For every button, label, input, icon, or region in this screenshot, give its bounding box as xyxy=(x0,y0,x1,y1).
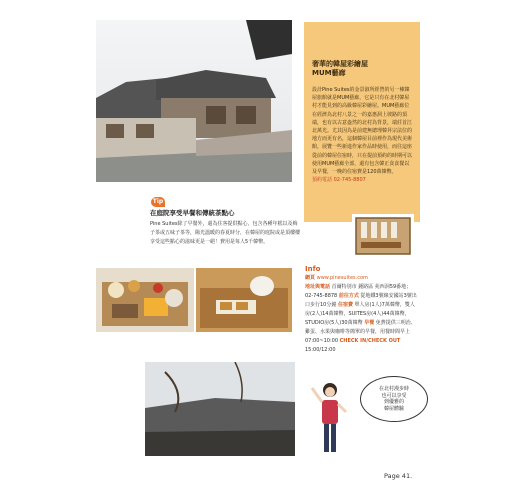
room-rate-label: 住宿費 xyxy=(337,302,353,308)
page-number: Page 41. xyxy=(384,472,413,480)
website-url: www.pinesuites.com xyxy=(316,275,368,281)
website-label: 網頁 xyxy=(305,275,316,281)
speech-bubble-text: 在北村漫步時 也可以享受 到優雅的 韓屋體驗 xyxy=(378,386,409,412)
tip-title: 在庭院享受早餐和傳統茶點心 xyxy=(150,209,235,217)
traditional-game-photo xyxy=(352,214,414,258)
tip-body: Pine Suites除了早餐外，還為住客提供點心，包含各種年糕以及梅子茶或五味子茶等，陽光溫暖的春夏時分，在韓屋的庭院或是頂樓樓享受這些點心的滋味更是一絕！費用是每人5千韓幣。 xyxy=(150,221,301,245)
directions-label: 前往方式 xyxy=(338,293,359,299)
info-body xyxy=(305,274,417,355)
rooftop-photo xyxy=(145,362,295,456)
sidebar-body-text: 設計Pine Suites的金景淑所經營的另一棟韓屋旅館就是MUM藝廊，它是只有在北村韓屋村才能見到的高級韓屋彩繪屋。MUM藝廊位在經濟為北村八景之一的嘉惠洞上坡路的頂端，也有以古意盎然的北村為背景，端莊首江北萬光。尤其因為是前建無總理韓昇宗法位的地方而更有名，這個韓屋目前裡作為現代美術館，展覽一些新進作家作品時使用，而往這座從前的韓屋住宿時，只在提前預約的時期可以使用MUM藝廊全部，還有包含韓正食食餐以及早餐，一晚的住宿費是120萬韓幣。 預約電話 02-745-8807 xyxy=(312,87,413,184)
checkin-value: 15:00/12:00 xyxy=(305,347,336,353)
hanok-village-photo xyxy=(96,20,292,182)
directions-value: 從地鐵3號線安國站3號出口步行10分鐘 xyxy=(305,293,417,308)
reservation-phone: 預約電話 02-745-8807 xyxy=(312,177,366,184)
info-heading: Info xyxy=(305,265,321,273)
checkin-label: CHECK IN/CHECK OUT xyxy=(339,338,401,344)
address-label: 地址與電話 xyxy=(305,284,331,290)
room-rate-value: 單人房(1人)7萬韓幣，雙人房(2人)14萬韓幣，SUITES房(4人)44萬韓幣，STUDIO房(5人)30萬韓幣 xyxy=(305,302,415,326)
traveler-photo xyxy=(308,378,356,460)
breakfast-value: 免費提供三明治、雞蛋、水果與咖啡等簡單的早餐，用餐時間早上07:00~10:00 xyxy=(305,320,416,344)
address-value: 首爾特別市 鍾路區 苑西洞59番地；02-745-8878 xyxy=(305,284,412,299)
breakfast-label: 早餐 xyxy=(364,320,375,326)
breakfast-photo-2 xyxy=(196,268,292,332)
breakfast-photo-1 xyxy=(96,268,194,332)
tip-badge: Tip xyxy=(152,198,164,205)
sidebar-title: 奢華的韓屋彩繪屋 MUM藝廊 xyxy=(312,60,368,77)
